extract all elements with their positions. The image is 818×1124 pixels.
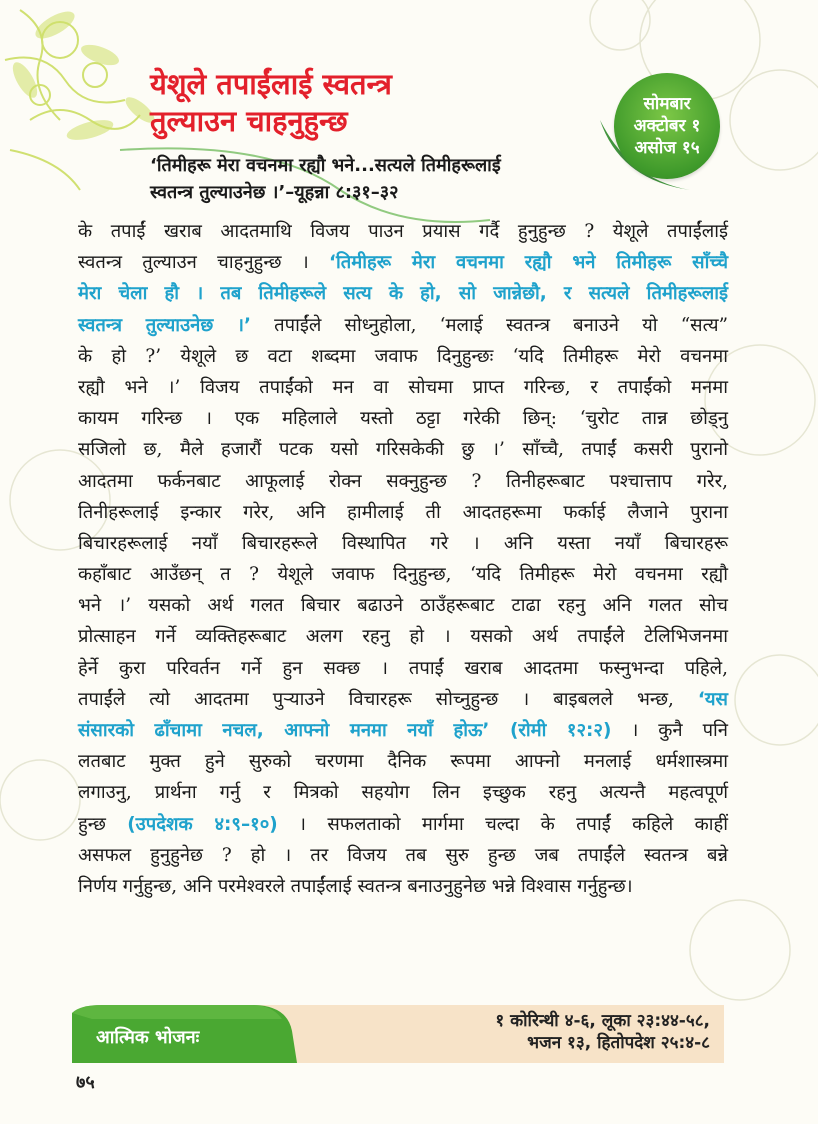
scripture-quote: संसारको ढाँचामा नचल, आफ्नो मनमा नयाँ होऊ’ (रोमी १२:२) xyxy=(78,720,612,741)
body-text-segment: के हो ?’ येशूले छ वटा शब्दमा जवाफ दिनुहुन्छः ‘यदि तिमीहरू मेरो वचनमा xyxy=(78,345,728,367)
body-line xyxy=(78,809,728,840)
body-line xyxy=(78,746,728,777)
date-day: सोमबार xyxy=(643,94,691,114)
body-text-segment: के तपाईं खराब आदतमाथि विजय पाउन प्रयास गर्दै हुनुहुन्छ ? येशूले तपाईंलाई xyxy=(78,221,728,242)
date-nepali: असोज १५ xyxy=(634,138,700,158)
body-line xyxy=(78,621,728,652)
key-verse xyxy=(150,152,610,206)
body-text-segment: हुन्छ xyxy=(78,813,128,835)
body-line xyxy=(78,653,728,684)
body-line xyxy=(78,434,728,465)
body-text-segment: कहाँबाट आउँछन् त ? येशूले जवाफ दिनुहुन्छ, ‘यदि तिमीहरू मेरो वचनमा रह्यौ xyxy=(78,564,728,586)
body-line xyxy=(78,216,728,247)
body-text-segment: निर्णय गर्नुहुन्छ, अनि परमेश्वरले तपाईंलाई स्वतन्त्र बनाउनुहुनेछ भन्ने विश्वास गर्नुहुन्छ। xyxy=(78,875,633,897)
body-text-segment: रह्यौ भने ।’ विजय तपाईंको मन वा सोचमा प्राप्त गरिन्छ, र तपाईंको मनमा xyxy=(78,376,728,398)
scripture-quote: मेरा चेला हौ । तब तिमीहरूले सत्य के हो, सो जान्नेछौ, र सत्यले तिमीहरूलाई xyxy=(78,283,728,305)
body-text-segment: स्वतन्त्र तुल्याउन चाहनुहुन्छ । xyxy=(78,252,330,274)
devotional-body xyxy=(78,216,728,902)
reading-line-2: भजन १३, हितोपदेश २५:४-८ xyxy=(527,1033,710,1053)
spiritual-food-label: आत्मिक भोजनः xyxy=(96,1027,200,1048)
body-line xyxy=(78,310,728,341)
body-text-segment: भने ।’ यसको अर्थ गलत बिचार बढाउने ठाउँहरूबाट टाढा रहनु अनि गलत सोच xyxy=(78,595,728,617)
reading-line-1: १ कोरिन्थी ४-६, लूका २३:४४-५८, xyxy=(495,1011,710,1031)
body-line xyxy=(78,777,728,808)
body-line xyxy=(78,497,728,528)
body-line xyxy=(78,278,728,309)
body-text-segment: तिनीहरूलाई इन्कार गरेर, अनि हामीलाई ती आदतहरूमा फर्काई लैजाने पुराना xyxy=(78,501,728,523)
body-text-segment: । कुनै पनि xyxy=(611,720,728,741)
body-line xyxy=(78,466,728,497)
body-text-segment: हेर्ने कुरा परिवर्तन गर्ने हुन सक्छ । तपाईं खराब आदतमा फस्नुभन्दा पहिले, xyxy=(78,657,728,679)
scripture-quote: स्वतन्त्र तुल्याउनेछ ।’ xyxy=(78,314,251,336)
title-line-2: तुल्याउन चाहनुहुन्छ xyxy=(150,104,348,138)
body-text-segment: लगाउनु, प्रार्थना गर्नु र मित्रको सहयोग लिन इच्छुक रहनु अत्यन्तै महत्वपूर्ण xyxy=(78,782,728,804)
body-text-segment: असफल हुनुहुनेछ ? हो । तर विजय तब सुरु हुन्छ जब तपाईंले स्वतन्त्र बन्ने xyxy=(78,844,728,866)
body-line xyxy=(78,684,728,715)
body-line xyxy=(78,372,728,403)
body-line xyxy=(78,247,728,278)
body-text-segment: तपाईंले त्यो आदतमा पुर्‍याउने विचारहरू सोच्नुहुन्छ । बाइबलले भन्छ, xyxy=(78,688,698,710)
body-line xyxy=(78,403,728,434)
body-text-segment: लतबाट मुक्त हुने सुरुको चरणमा दैनिक रूपमा आफ्नो मनलाई धर्मशास्त्रमा xyxy=(78,751,728,773)
title-line-1: येशूले तपाईंलाई स्वतन्त्र xyxy=(150,67,392,101)
key-verse-line-2: स्वतन्त्र तुल्याउनेछ ।’–यूहन्ना ८:३१–३२ xyxy=(150,182,399,203)
body-text-segment: सजिलो छ, मैले हजारौं पटक यसो गरिसकेकी छु ।’ साँच्चै, तपाईं कसरी पुरानो xyxy=(78,439,728,461)
body-line xyxy=(78,528,728,559)
scripture-quote: ‘यस xyxy=(697,688,728,710)
body-line xyxy=(78,871,728,902)
body-line xyxy=(78,559,728,590)
body-line xyxy=(78,715,728,746)
body-line xyxy=(78,590,728,621)
bible-reading xyxy=(380,1010,710,1054)
body-line xyxy=(78,840,728,871)
body-line xyxy=(78,341,728,372)
body-text-segment: आदतमा फर्कनबाट आफूलाई रोक्न सक्नुहुन्छ ? तिनीहरूबाट पश्चात्ताप गरेर, xyxy=(78,470,728,492)
page-number: ७५ xyxy=(76,1072,95,1093)
scripture-quote: ‘तिमीहरू मेरा वचनमा रह्यौ भने तिमीहरू साँच्चै xyxy=(329,252,728,274)
body-text-segment: । सफलताको मार्गमा चल्दा के तपाईं कहिले काहीं xyxy=(277,813,729,835)
body-text-segment: कायम गरिन्छ । एक महिलाले यस्तो ठट्टा गरेकी छिन्: ‘चुरोट तान्न छोड्नु xyxy=(78,408,728,430)
body-text-segment: प्रोत्साहन गर्ने व्यक्तिहरूबाट अलग रहनु हो । यसको अर्थ तपाईंले टेलिभिजनमा xyxy=(78,626,728,648)
devotional-title xyxy=(150,66,570,140)
key-verse-line-1: ‘तिमीहरू मेरा वचनमा रह्यौ भने...सत्यले तिमीहरूलाई xyxy=(150,155,501,176)
scripture-quote: (उपदेशक ४:९–१०) xyxy=(127,813,278,835)
body-text-segment: तपाईंले सोध्नुहोला, ‘मलाई स्वतन्त्र बनाउने यो “सत्य” xyxy=(250,314,728,336)
date-english: अक्टोबर १ xyxy=(633,116,701,136)
body-text-segment: बिचारहरूलाई नयाँ बिचारहरूले विस्थापित गरे । अनि यस्ता नयाँ बिचारहरू xyxy=(78,532,728,554)
date-badge xyxy=(614,73,720,179)
